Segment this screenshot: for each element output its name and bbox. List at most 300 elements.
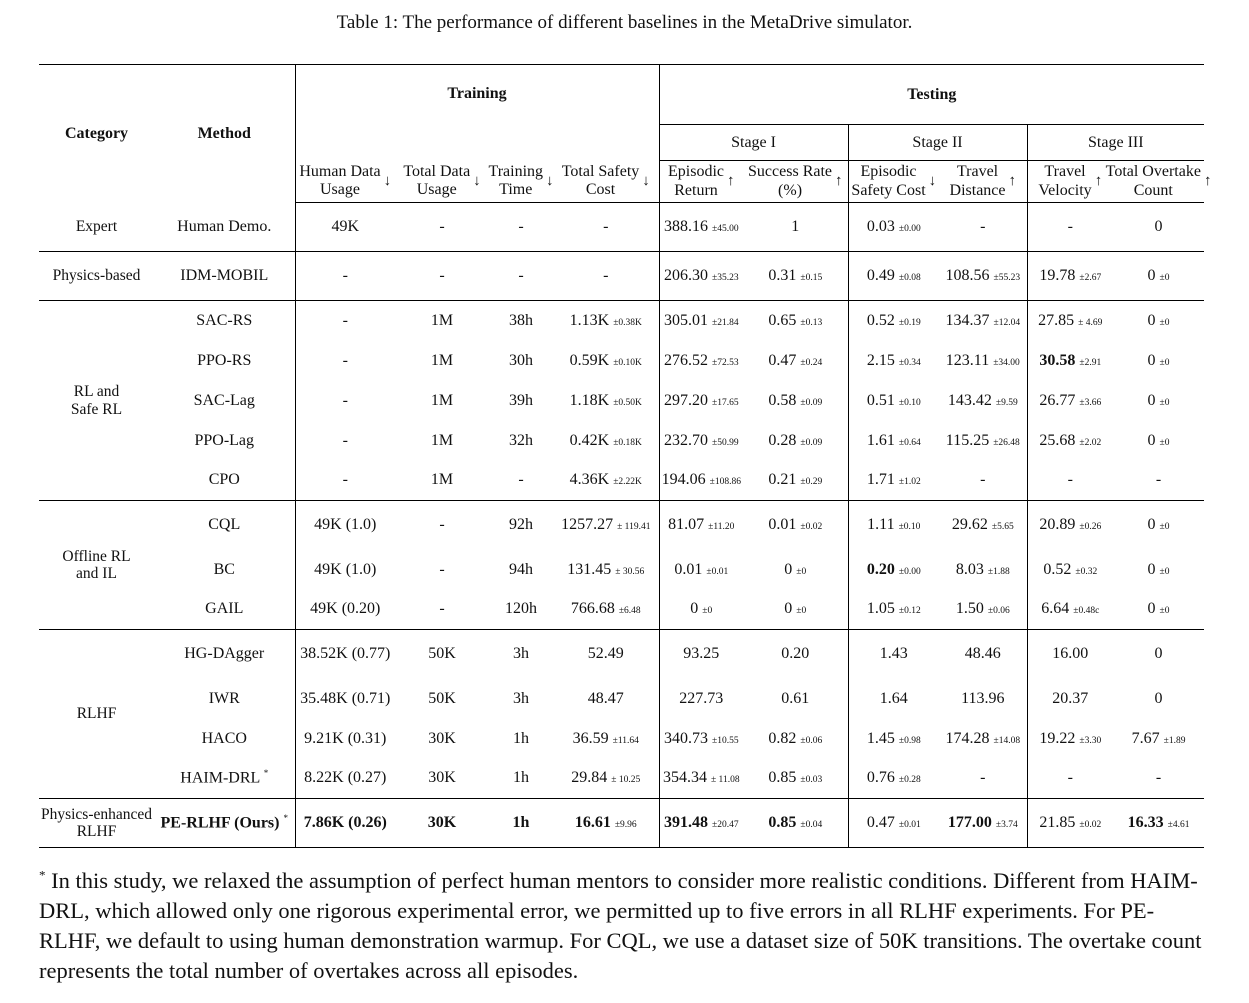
std-dev-text: ±0.10K: [613, 357, 642, 368]
column-header-line2: (%): [778, 181, 803, 199]
value-text: -: [342, 391, 348, 409]
value-text: 0.85: [768, 814, 797, 832]
value-text: 0.28: [768, 431, 797, 449]
method-name: IWR: [208, 689, 240, 707]
value-text: 1.43: [879, 645, 908, 663]
std-dev-text: ±0.10: [898, 397, 921, 408]
value-cell: [1113, 630, 1204, 679]
value-text: 36.59: [572, 729, 609, 747]
std-dev-text: ±108.86: [709, 477, 741, 488]
results-table: [39, 64, 1212, 848]
value-text: 1M: [430, 391, 454, 409]
value-cell: [489, 590, 553, 630]
method-name: BC: [213, 560, 235, 578]
sort-direction-icon: ↓: [546, 173, 554, 189]
value-text: 1.18K: [569, 391, 610, 409]
method-name: CPO: [208, 471, 240, 489]
value-cell: [659, 590, 743, 630]
value-cell: [489, 421, 553, 461]
value-cell: [295, 759, 395, 799]
value-cell: [1027, 381, 1113, 421]
std-dev-text: ±9.59: [995, 397, 1018, 408]
value-text: 1.50: [955, 600, 984, 618]
std-dev-text: ±0: [1159, 273, 1170, 284]
value-cell: [295, 252, 395, 301]
value-cell: [553, 759, 659, 799]
value-cell: [395, 301, 489, 341]
value-cell: [939, 341, 1027, 381]
value-cell: [295, 341, 395, 381]
value-cell: [295, 301, 395, 341]
value-text: 0.01: [768, 516, 797, 534]
value-cell: [295, 550, 395, 590]
value-text: 39h: [509, 391, 533, 409]
value-cell: [553, 421, 659, 461]
value-text: -: [439, 218, 445, 236]
value-text: 174.28: [945, 729, 990, 747]
value-cell: [489, 301, 553, 341]
value-cell: [489, 461, 553, 501]
value-text: 0.20: [781, 645, 810, 663]
table-row: [39, 630, 1204, 679]
value-cell: [939, 501, 1027, 550]
std-dev-text: ± 4.69: [1078, 317, 1103, 328]
value-cell: [743, 341, 848, 381]
value-cell: [743, 252, 848, 301]
value-cell: [939, 799, 1027, 848]
value-cell: [1027, 679, 1113, 719]
value-cell: [848, 590, 939, 630]
value-text: 94h: [509, 560, 533, 578]
method-name: PE-RLHF (Ours): [160, 814, 280, 832]
value-cell: [489, 203, 553, 252]
std-dev-text: ±0: [1159, 397, 1170, 408]
std-dev-text: ±4.61: [1167, 820, 1190, 831]
value-cell: [295, 590, 395, 630]
table-row: [39, 461, 1204, 501]
value-text: 7.86K (0.26): [303, 814, 387, 832]
value-text: 0.52: [1043, 560, 1072, 578]
table-row: [39, 252, 1204, 301]
value-text: 19.78: [1039, 267, 1076, 285]
std-dev-text: ±0.12: [898, 606, 921, 617]
column-header-line1: Travel: [956, 163, 999, 181]
value-text: 25.68: [1039, 431, 1076, 449]
value-text: 276.52: [663, 351, 708, 369]
std-dev-text: ±0.09: [800, 397, 823, 408]
value-text: 52.49: [587, 645, 624, 663]
value-cell: [939, 381, 1027, 421]
std-dev-text: ±3.74: [995, 820, 1018, 831]
value-cell: [848, 203, 939, 252]
column-header: [659, 161, 743, 203]
value-text: 123.11: [945, 351, 990, 369]
value-text: 16.33: [1127, 814, 1164, 832]
value-text: 0.51: [866, 391, 895, 409]
column-header-line2: Cost: [585, 181, 616, 199]
value-text: -: [1067, 769, 1073, 787]
table-row: [39, 590, 1204, 630]
value-cell: [553, 301, 659, 341]
value-text: 143.42: [947, 391, 992, 409]
value-text: 0: [690, 600, 699, 618]
header-stage-3: Stage III: [1027, 125, 1204, 161]
std-dev-text: ±0.00: [898, 224, 921, 235]
value-text: 1.61: [866, 431, 895, 449]
value-text: 1257.27: [561, 516, 614, 534]
value-cell: [553, 799, 659, 848]
std-dev-text: ±0: [796, 566, 807, 577]
value-cell: [743, 590, 848, 630]
value-cell: [743, 679, 848, 719]
column-header-line2: Distance: [949, 181, 1006, 199]
value-cell: [395, 679, 489, 719]
std-dev-text: ±0.29: [800, 477, 823, 488]
value-text: 0.82: [768, 729, 797, 747]
value-cell: [848, 252, 939, 301]
std-dev-text: ±0.04: [800, 820, 823, 831]
value-cell: [939, 301, 1027, 341]
value-text: 48.47: [587, 689, 624, 707]
value-text: 27.85: [1038, 311, 1075, 329]
value-cell: [1113, 590, 1204, 630]
value-cell: [1027, 301, 1113, 341]
value-cell: [395, 203, 489, 252]
column-header: [939, 161, 1027, 203]
column-header-line1: Human Data: [299, 162, 381, 180]
value-text: 0.85: [768, 769, 797, 787]
value-cell: [553, 461, 659, 501]
std-dev-text: ±2.91: [1079, 357, 1102, 368]
value-cell: [395, 759, 489, 799]
std-dev-text: ±26.48: [993, 437, 1020, 448]
std-dev-text: ±0.38K: [613, 317, 642, 328]
table-row: [39, 550, 1204, 590]
value-text: -: [518, 218, 524, 236]
value-text: 0: [1147, 311, 1156, 329]
value-text: 1h: [513, 729, 529, 747]
sort-direction-icon: ↑: [1203, 173, 1212, 190]
std-dev-text: ±0.15: [800, 273, 823, 284]
column-header-line2: Usage: [320, 181, 360, 199]
std-dev-text: ±50.99: [711, 437, 739, 448]
value-text: 50K: [428, 645, 456, 663]
value-cell: [553, 252, 659, 301]
column-header-line1: Total Safety: [561, 162, 640, 180]
std-dev-text: ±11.20: [708, 522, 735, 533]
header-method: Method: [197, 124, 251, 142]
column-header-line1: Success Rate: [748, 163, 833, 181]
footnote-marker: *: [263, 768, 269, 779]
value-cell: [1027, 719, 1113, 759]
value-cell: [395, 381, 489, 421]
value-text: 134.37: [945, 311, 990, 329]
value-text: 48.46: [964, 645, 1001, 663]
method-name: PPO-RS: [197, 351, 252, 369]
column-header-line1: Training: [488, 162, 544, 180]
value-text: 8.03: [955, 560, 984, 578]
std-dev-text: ±2.67: [1079, 273, 1102, 284]
method-cell: [154, 421, 295, 461]
value-cell: [1113, 203, 1204, 252]
value-text: 0.20: [866, 560, 895, 578]
std-dev-text: ±1.89: [1163, 735, 1186, 746]
value-text: 8.22K (0.27): [304, 769, 387, 787]
value-cell: [1027, 252, 1113, 301]
value-text: 1M: [430, 351, 454, 369]
std-dev-text: ±0.19: [898, 317, 921, 328]
value-cell: [489, 381, 553, 421]
column-header: [1027, 161, 1113, 203]
std-dev-text: ±0: [1159, 357, 1170, 368]
value-cell: [553, 550, 659, 590]
value-cell: [395, 461, 489, 501]
std-dev-text: ±17.65: [711, 397, 739, 408]
value-text: 30K: [427, 814, 457, 832]
method-name: IDM-MOBIL: [180, 267, 269, 285]
table-row: [39, 501, 1204, 550]
value-cell: [743, 381, 848, 421]
method-cell: [154, 759, 295, 799]
std-dev-text: ±0.28: [898, 775, 921, 786]
value-text: 49K (1.0): [314, 560, 377, 578]
sort-direction-icon: ↓: [928, 173, 937, 190]
value-cell: [743, 501, 848, 550]
value-text: 0: [1147, 560, 1156, 578]
value-cell: [848, 759, 939, 799]
std-dev-text: ±10.55: [711, 735, 739, 746]
value-cell: [489, 799, 553, 848]
column-header: [295, 161, 395, 203]
value-cell: [553, 630, 659, 679]
value-text: 340.73: [663, 729, 708, 747]
footnote-star: *: [39, 867, 46, 883]
std-dev-text: ±0: [702, 606, 713, 617]
value-cell: [395, 341, 489, 381]
sort-direction-icon: ↓: [642, 173, 650, 189]
std-dev-text: ±0.01: [898, 820, 921, 831]
value-text: 1: [791, 218, 800, 236]
column-header-line2: Time: [499, 181, 533, 199]
header-category: Category: [64, 124, 129, 142]
value-cell: [295, 461, 395, 501]
value-cell: [395, 550, 489, 590]
value-text: 0.47: [866, 814, 895, 832]
sort-direction-icon: ↑: [835, 173, 843, 190]
value-text: 81.07: [668, 516, 705, 534]
value-text: 0.47: [768, 351, 797, 369]
value-text: 120h: [505, 600, 537, 618]
footnote: [39, 866, 1209, 986]
value-text: 0.21: [768, 471, 797, 489]
value-text: 0.52: [866, 311, 895, 329]
column-header-line1: Episodic: [668, 163, 725, 181]
value-cell: [489, 550, 553, 590]
value-text: -: [342, 311, 348, 329]
value-cell: [848, 381, 939, 421]
value-cell: [939, 252, 1027, 301]
value-text: -: [1067, 471, 1073, 489]
std-dev-text: ±0.02: [1079, 820, 1102, 831]
sort-direction-icon: ↓: [473, 173, 481, 189]
value-text: 232.70: [663, 431, 708, 449]
method-cell: [154, 341, 295, 381]
value-cell: [939, 679, 1027, 719]
value-text: -: [980, 218, 986, 236]
value-cell: [1027, 590, 1113, 630]
value-cell: [1027, 799, 1113, 848]
value-cell: [659, 630, 743, 679]
value-text: 30K: [428, 729, 456, 747]
method-cell: [154, 203, 295, 252]
value-text: -: [342, 471, 348, 489]
value-cell: [295, 381, 395, 421]
std-dev-text: ± 119.41: [617, 522, 651, 533]
value-cell: [743, 421, 848, 461]
value-text: 1M: [430, 311, 454, 329]
table-row: [39, 719, 1204, 759]
value-cell: [659, 759, 743, 799]
std-dev-text: ±9.96: [614, 820, 637, 831]
value-text: 0.42K: [569, 431, 610, 449]
value-text: 50K: [428, 689, 456, 707]
value-text: 1M: [430, 471, 454, 489]
value-text: 131.45: [567, 560, 612, 578]
value-cell: [743, 630, 848, 679]
value-cell: [1027, 759, 1113, 799]
value-text: -: [439, 560, 445, 578]
value-text: 0: [1147, 351, 1156, 369]
value-cell: [1113, 252, 1204, 301]
header-stage-2: Stage II: [848, 125, 1027, 161]
value-cell: [659, 719, 743, 759]
std-dev-text: ±20.47: [711, 820, 739, 831]
value-cell: [489, 719, 553, 759]
value-cell: [489, 759, 553, 799]
std-dev-text: ± 30.56: [615, 566, 645, 577]
value-cell: [553, 501, 659, 550]
value-cell: [743, 550, 848, 590]
value-text: 49K (0.20): [310, 600, 381, 618]
value-text: -: [439, 516, 445, 534]
value-text: 1.45: [866, 729, 895, 747]
value-cell: [939, 630, 1027, 679]
table-row: [39, 679, 1204, 719]
column-header-line2: Safety Cost: [851, 181, 926, 199]
method-cell: [154, 550, 295, 590]
column-header: [553, 161, 659, 203]
sort-direction-icon: ↑: [727, 173, 735, 190]
value-cell: [1113, 719, 1204, 759]
value-text: 1.13K: [569, 311, 610, 329]
column-header: [1105, 161, 1212, 203]
std-dev-text: ±11.64: [612, 735, 639, 746]
value-text: 391.48: [663, 814, 708, 832]
std-dev-text: ±21.84: [711, 317, 739, 328]
value-cell: [1027, 550, 1113, 590]
std-dev-text: ±0.06: [987, 606, 1010, 617]
value-text: -: [518, 471, 524, 489]
value-text: -: [1155, 471, 1162, 489]
value-text: 93.25: [683, 645, 720, 663]
std-dev-text: ±0.10: [898, 522, 921, 533]
value-cell: [659, 461, 743, 501]
value-text: 0: [784, 560, 793, 578]
value-cell: [848, 461, 939, 501]
value-cell: [848, 501, 939, 550]
value-text: -: [439, 267, 445, 285]
value-text: 0: [1154, 645, 1163, 663]
header-training: Training: [295, 65, 659, 161]
category-cell: RLHF: [39, 630, 154, 799]
value-text: -: [342, 351, 348, 369]
column-header: [395, 161, 489, 203]
value-cell: [743, 301, 848, 341]
value-cell: [295, 719, 395, 759]
std-dev-text: ±5.65: [991, 522, 1014, 533]
std-dev-text: ±35.23: [711, 273, 739, 284]
std-dev-text: ±2.22K: [613, 477, 642, 488]
value-cell: [939, 421, 1027, 461]
table-row: [39, 301, 1204, 341]
method-cell: [154, 381, 295, 421]
value-text: 0.01: [674, 560, 703, 578]
value-cell: [848, 341, 939, 381]
value-cell: [659, 421, 743, 461]
column-header-line1: Travel: [1044, 163, 1086, 181]
value-cell: [1113, 421, 1204, 461]
std-dev-text: ±0: [1159, 437, 1170, 448]
method-name: CQL: [208, 516, 241, 534]
value-text: 1h: [513, 769, 529, 787]
method-name: GAIL: [205, 600, 244, 618]
value-cell: [939, 759, 1027, 799]
value-text: 16.00: [1052, 645, 1089, 663]
value-text: 35.48K (0.71): [300, 689, 391, 707]
value-cell: [1027, 421, 1113, 461]
value-text: 7.67: [1131, 729, 1160, 747]
value-cell: [395, 799, 489, 848]
value-cell: [553, 203, 659, 252]
value-text: 30K: [428, 769, 456, 787]
value-text: 30.58: [1039, 351, 1076, 369]
value-cell: [553, 719, 659, 759]
value-cell: [743, 799, 848, 848]
value-text: 49K: [331, 218, 360, 236]
table-row: [39, 759, 1204, 799]
value-text: 0: [1154, 689, 1163, 707]
value-text: 0: [784, 600, 793, 618]
value-text: 30h: [509, 351, 533, 369]
std-dev-text: ±0: [1159, 522, 1170, 533]
value-text: 16.61: [574, 814, 611, 832]
std-dev-text: ±6.48: [618, 606, 641, 617]
std-dev-text: ±0.03: [800, 775, 823, 786]
value-text: 1.11: [867, 516, 895, 534]
value-cell: [848, 630, 939, 679]
value-text: -: [342, 431, 348, 449]
std-dev-text: ±0.08: [898, 273, 921, 284]
value-text: 194.06: [661, 471, 706, 489]
method-cell: [154, 630, 295, 679]
std-dev-text: ± 11.08: [710, 775, 740, 786]
value-text: 29.62: [951, 516, 988, 534]
value-cell: [1027, 341, 1113, 381]
std-dev-text: ±0.13: [800, 317, 823, 328]
value-text: 113.96: [961, 689, 1005, 707]
value-text: 1.71: [866, 471, 895, 489]
value-cell: [395, 501, 489, 550]
